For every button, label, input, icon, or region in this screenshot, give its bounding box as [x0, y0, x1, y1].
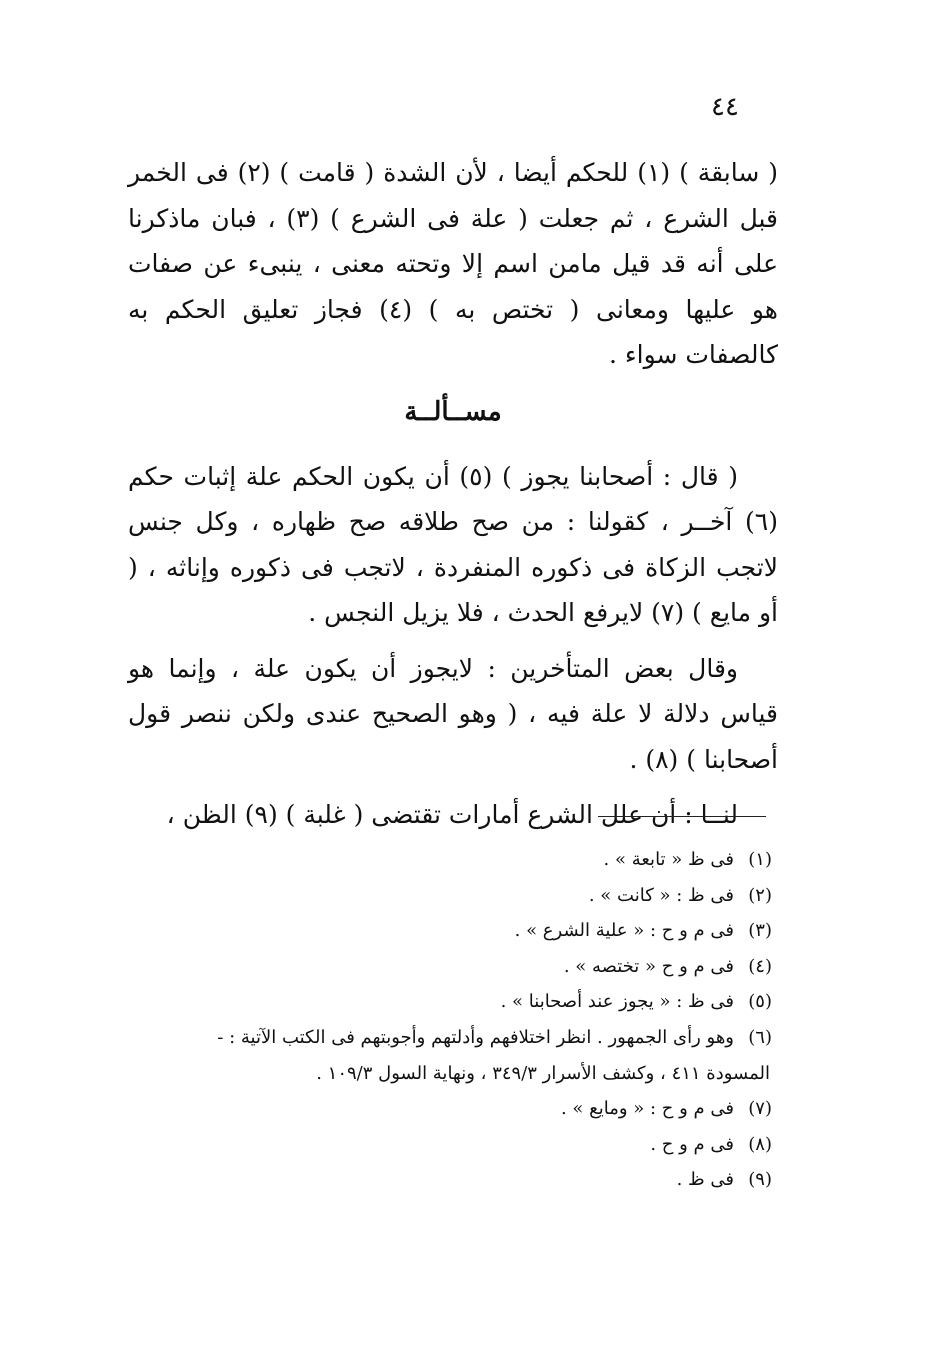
footnote-text: فى ظ : « يجوز عند أصحابنا » . [500, 991, 734, 1013]
footnote-8 [120, 1127, 780, 1163]
footnote-6 [120, 1020, 780, 1056]
footnote-text: فى م و ح : « علية الشرع » . [514, 920, 734, 942]
footnote-6-continuation: المسودة ٤١١ ، وكشف الأسرار ٣٤٩/٣ ، ونهاية السول ١٠٩/٣ . [316, 1062, 770, 1084]
footnote-number: (٧) [748, 1098, 772, 1120]
footnote-4 [120, 949, 780, 985]
footnote-text: فى م و ح . [650, 1133, 734, 1155]
footnote-number: (٥) [748, 991, 772, 1013]
page-number: ٤٤ [711, 92, 739, 122]
footnote-text: وهو رأى الجمهور . انظر اختلافهم وأدلتهم وأجوبتهم فى الكتب الآتية : - [217, 1026, 734, 1048]
footnote-text: فى ظ : « كانت » . [588, 884, 734, 906]
footnote-number: (٤) [748, 955, 772, 977]
footnote-number: (٩) [748, 1169, 772, 1191]
footnote-text: فى ظ « تابعة » . [603, 849, 734, 870]
footnote-text: فى م و ح : « ومايع » . [560, 1098, 734, 1120]
paragraph-1: ( سابقة ) (١) للحكم أيضا ، لأن الشدة ( قامت ) (٢) فى الخمر قبل الشرع ، ثم جعلت ( علة فى الشرع ) (٣) ، فبان ماذكرنا على أنه قد قيل مامن اسم إلا وتحته معنى ، ينبىء عن صفات هو عليها ومعانى ( تختص به ) (٤) فجاز تعليق الحكم به كالصفات سواء . [128, 158, 779, 369]
footnote-9 [120, 1162, 780, 1198]
footnote-number: (٨) [748, 1133, 772, 1155]
paragraph-3: وقال بعض المتأخرين : لايجوز أن يكون علة ، وإنما هو قياس دلالة لا علة فيه ، ( وهو الصحيح عندى ولكن ننصر قول أصحابنا ) (٨) . [128, 653, 778, 774]
footnote-text: فى م و ح « تختصه » . [563, 955, 734, 977]
footnote-3 [120, 913, 780, 949]
paragraph-4: لنــا : أن علل الشرع أمارات تقتضى ( غلبة ) (٩) الظن ، [166, 800, 738, 829]
footnote-7 [120, 1091, 780, 1127]
footnote-number: (٣) [748, 920, 772, 942]
footnotes [120, 842, 780, 1198]
paragraph-2: ( قال : أصحابنا يجوز ) (٥) أن يكون الحكم علة إثبات حكم (٦) آخــر ، كقولنا : من صح طلاقه صح ظهاره ، وكل جنس لاتجب الزكاة فى ذكوره المنفردة ، لاتجب فى ذكوره وإناثه ، ( أو مايع ) (٧) لايرفع الحدث ، فلا يزيل النجس . [128, 461, 778, 627]
footnote-number: (١) [748, 849, 772, 870]
footnote-number: (٢) [748, 884, 772, 906]
footnote-text: فى ظ . [676, 1169, 734, 1191]
footnote-number: (٦) [748, 1026, 772, 1048]
section-heading: مســألــة [404, 396, 502, 427]
body-text [128, 150, 778, 838]
footnote-2 [120, 878, 780, 914]
footnote-1 [120, 842, 780, 878]
footnote-divider [598, 816, 766, 817]
footnote-5 [120, 984, 780, 1020]
